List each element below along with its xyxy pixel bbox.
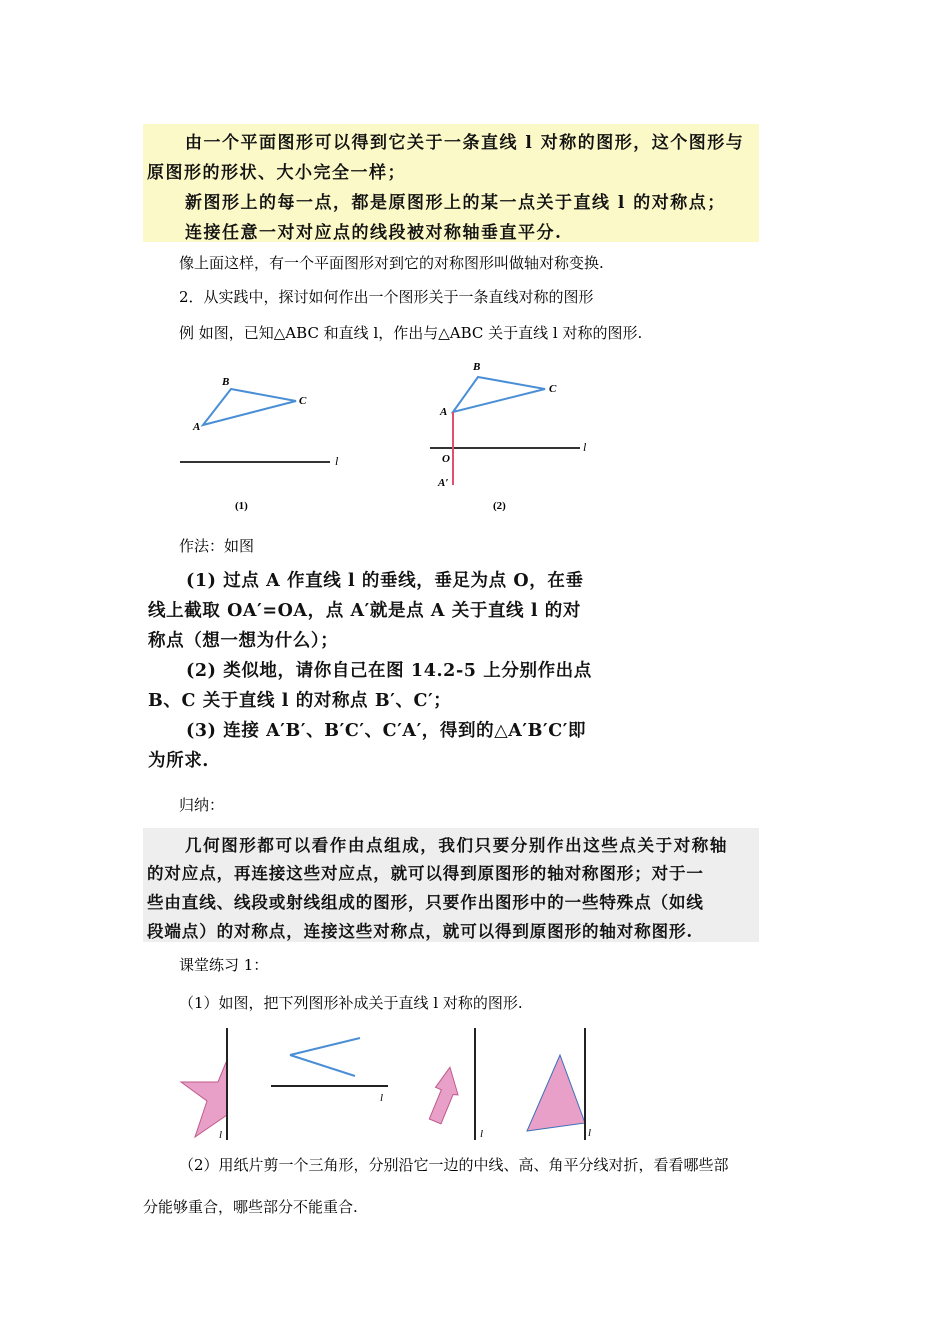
label-a-prime: A′ [438,477,449,489]
caption-1: (1) [235,500,248,512]
exercise-2-line-2: 分能够重合，哪些部分不能重合. [143,1198,358,1216]
exercise-figures [175,1025,605,1145]
label-l: l [583,440,587,454]
exercise-label: 课堂练习 1： [179,956,269,974]
method-line-4: (2) 类似地，请你自己在图 14.2-5 上分别作出点 [186,661,592,681]
axis-label-1: l [219,1129,223,1141]
triangle-abc [453,377,545,412]
label-a: A [193,421,201,433]
label-a: A [440,406,448,418]
example-text: 例 如图，已知△ABC 和直线 l，作出与△ABC 关于直线 l 对称的图形. [179,324,643,342]
figure-1 [178,365,368,520]
method-line-5: B、C 关于直线 l 的对称点 B′、C′； [148,691,452,711]
summary-box [143,828,759,942]
axis-label-4: l [588,1127,592,1139]
method-line-2: 线上截取 OA′=OA，点 A′就是点 A 关于直线 l 的对 [148,601,581,621]
triangle-abc [203,389,296,425]
axis-label-2: l [380,1092,384,1104]
triangle-shape [527,1055,585,1131]
exercise-1-text: （1）如图，把下列图形补成关于直线 l 对称的图形. [179,994,523,1012]
method-line-7: 为所求. [148,751,209,771]
angle-ray-lower [290,1055,355,1076]
label-o: O [442,453,450,465]
caption-2: (2) [493,500,506,512]
angle-ray-upper [290,1038,360,1055]
method-line-3: 称点（想一想为什么）； [148,631,339,651]
axis-label-3: l [480,1128,484,1140]
summary-line-2: 的对应点，再连接这些对应点，就可以得到原图形的轴对称图形；对于一 [147,864,704,883]
method-label: 作法：如图 [179,537,255,555]
figure-2 [420,355,600,520]
definition-line-4: 连接任意一对对应点的线段被对称轴垂直平分. [185,223,563,243]
text-transform: 像上面这样，有一个平面图形对到它的对称图形叫做轴对称变换. [179,254,604,272]
summary-line-4: 段端点）的对称点，连接这些对称点，就可以得到原图形的轴对称图形. [147,922,694,941]
summary-label: 归纳： [179,796,225,814]
summary-line-1: 几何图形都可以看作由点组成，我们只要分别作出这些点关于对称轴 [185,836,728,855]
label-l: l [335,454,339,468]
section-heading: 2．从实践中，探讨如何作出一个图形关于一条直线对称的图形 [179,288,594,306]
summary-line-3: 些由直线、线段或射线组成的图形，只要作出图形中的一些特殊点（如线 [147,893,704,912]
definition-line-1: 由一个平面图形可以得到它关于一条直线 l 对称的图形，这个图形与 [185,133,745,153]
label-b: B [473,361,481,373]
definition-line-3: 新图形上的每一点，都是原图形上的某一点关于直线 l 的对称点； [185,193,726,213]
label-c: C [299,395,307,407]
method-line-6: (3) 连接 A′B′、B′C′、C′A′，得到的△A′B′C′即 [186,721,587,741]
arrow-shape [429,1066,460,1125]
method-line-1: (1) 过点 A 作直线 l 的垂线，垂足为点 O，在垂 [186,571,584,591]
label-b: B [222,376,230,388]
half-star-shape [181,1060,227,1137]
definition-line-2: 原图形的形状、大小完全一样； [147,163,406,183]
label-c: C [549,383,557,395]
exercise-2-line-1: （2）用纸片剪一个三角形，分别沿它一边的中线、高、角平分线对折，看看哪些部 [179,1156,729,1174]
definition-box [143,124,759,242]
